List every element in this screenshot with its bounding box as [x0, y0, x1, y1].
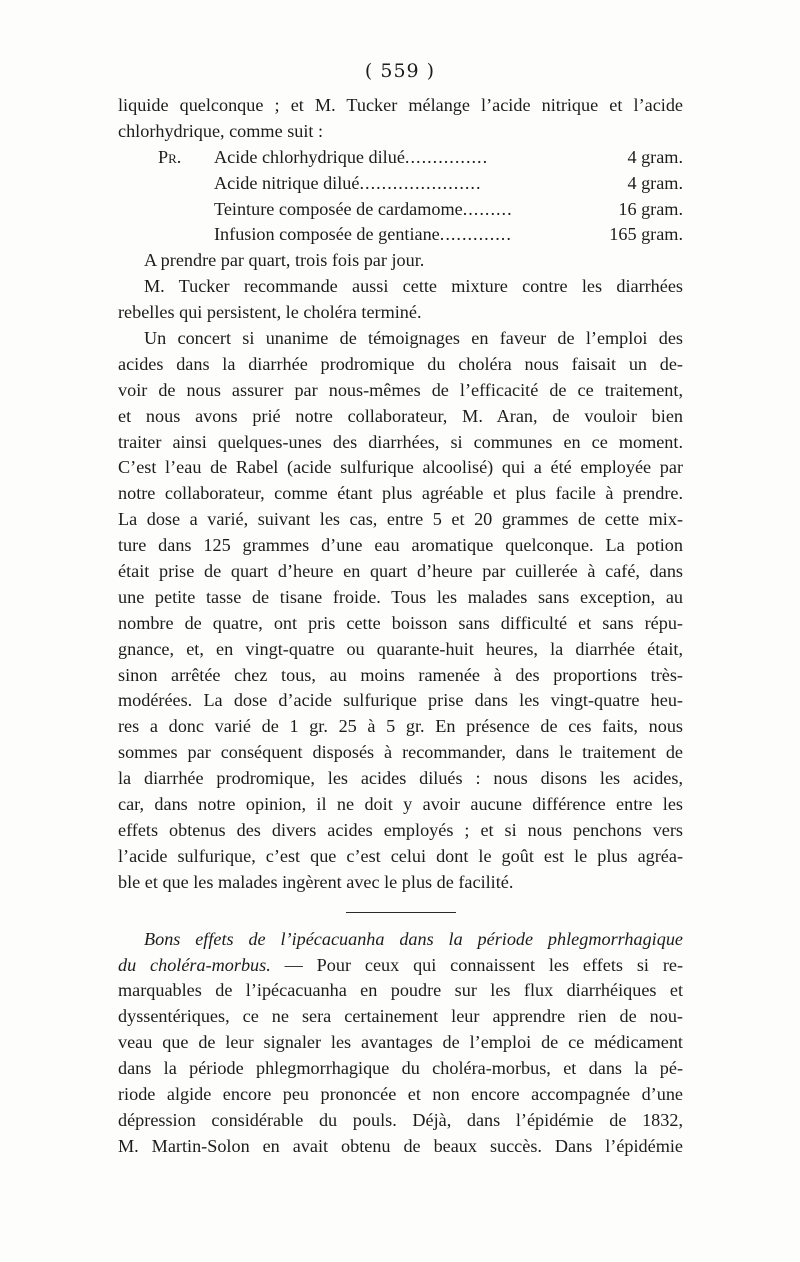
- text-line: une petite tasse de tisane froide. Tous les malades sans exception, au: [118, 586, 683, 607]
- ingredient-quantity: 4 gram.: [627, 146, 683, 167]
- dot-leader: .............: [439, 224, 512, 245]
- ingredient-name: Teinture composée de cardamome.........: [214, 198, 513, 219]
- text-line: veau que de leur signaler les avantages de l’emploi de ce médicament: [118, 1032, 683, 1053]
- section-title-end: du choléra-morbus.: [118, 954, 271, 975]
- text-line: ble et que les malades ingèrent avec le plus de facilité.: [118, 871, 514, 892]
- text-line: ture dans 125 grammes d’une eau aromatique quelconque. La potion: [118, 535, 683, 556]
- recipe-prefix: Pr.: [158, 146, 182, 167]
- text-line: dans la période phlegmorrhagique du choléra-morbus, et dans la pé-: [118, 1058, 683, 1079]
- text-line: M. Tucker recommande aussi cette mixture contre les diarrhées: [144, 276, 683, 297]
- recipe-item: [118, 145, 683, 171]
- text-line: modérées. La dose d’acide sulfurique prise dans les vingt-quatre heu-: [118, 690, 683, 711]
- ingredient-name: Acide chlorhydrique dilué...............: [214, 146, 489, 167]
- text-line: du choléra-morbus. — Pour ceux qui connaissent les effets si re-: [118, 954, 683, 975]
- dot-leader: .........: [462, 198, 513, 219]
- text-line: dyssentériques, ce ne sera certainement leur apprendre rien de nou-: [118, 1006, 683, 1027]
- text-line: et nous avons prié notre collaborateur, M. Aran, de vouloir bien: [118, 405, 683, 426]
- recipe-item: [118, 197, 683, 223]
- page-number: ( 559 ): [364, 60, 436, 82]
- text-line: riode algide encore peu prononcée et non encore accompagnée d’une: [118, 1083, 683, 1104]
- text-line: La dose a varié, suivant les cas, entre 5 et 20 grammes de cette mix-: [118, 509, 683, 530]
- text-line: chlorhydrique, comme suit :: [118, 120, 324, 141]
- dot-leader: ...............: [404, 146, 489, 167]
- text-line: notre collaborateur, comme étant plus agréable et plus facile à prendre.: [118, 483, 683, 504]
- text-line: l’acide sulfurique, c’est que c’est celui dont le goût est le plus agréa-: [118, 845, 683, 866]
- text-line: effets obtenus des divers acides employés ; et si nous penchons vers: [118, 819, 683, 840]
- ingredient-quantity: 4 gram.: [627, 172, 683, 193]
- text-line: gnance, et, en vingt-quatre ou quarante-huit heures, la diarrhée était,: [118, 638, 683, 659]
- text-line: traiter ainsi quelques-unes des diarrhées, si communes en ce moment.: [118, 431, 683, 452]
- ingredient-quantity: 16 gram.: [618, 198, 683, 219]
- recipe-item: [118, 171, 683, 197]
- text-line: la diarrhée prodromique, les acides dilués : nous disons les acides,: [118, 768, 683, 789]
- text-line: dépression considérable du pouls. Déjà, dans l’épidémie de 1832,: [118, 1109, 683, 1130]
- text-line: res a donc varié de 1 gr. 25 à 5 gr. En présence de ces faits, nous: [118, 716, 683, 737]
- recipe-dosage: A prendre par quart, trois fois par jour.: [144, 250, 425, 271]
- page-body: [118, 93, 683, 1160]
- text-line: M. Martin-Solon en avait obtenu de beaux succès. Dans l’épidémie: [118, 1135, 683, 1156]
- text-line: rebelles qui persistent, le choléra terminé.: [118, 302, 422, 323]
- ingredient-name: Infusion composée de gentiane.............: [214, 224, 512, 245]
- recipe-item: [118, 222, 683, 248]
- text-line: C’est l’eau de Rabel (acide sulfurique alcoolisé) qui a été employée par: [118, 457, 683, 478]
- ingredient-name: Acide nitrique dilué......................: [214, 172, 482, 193]
- text-line: liquide quelconque ; et M. Tucker mélange l’acide nitrique et l’acide: [118, 95, 683, 115]
- section-divider: [346, 912, 456, 913]
- text-line: car, dans notre opinion, il ne doit y avoir aucune différence entre les: [118, 794, 683, 815]
- text-line: sommes par conséquent disposés à recommander, dans le traitement de: [118, 742, 683, 763]
- text-line: acides dans la diarrhée prodromique du choléra nous faisait un de-: [118, 353, 683, 374]
- text-line: était prise de quart d’heure en quart d’heure par cuillerée à café, dans: [118, 561, 683, 582]
- text-line: nombre de quatre, ont pris cette boisson sans difficulté et sans répu-: [118, 612, 683, 633]
- text-line: marquables de l’ipécacuanha en poudre sur les flux diarrhéiques et: [118, 980, 683, 1001]
- recipe-block: [118, 145, 683, 274]
- text-line: sinon arrêtée chez tous, au moins ramenée à des proportions très-: [118, 664, 683, 685]
- text-line: Un concert si unanime de témoignages en faveur de l’emploi des: [144, 328, 683, 349]
- dot-leader: ......................: [359, 172, 482, 193]
- ingredient-quantity: 165 gram.: [609, 224, 683, 245]
- text-line: voir de nous assurer par nous-mêmes de l’efficacité de ce traitement,: [118, 379, 683, 400]
- section-title: Bons effets de l’ipécacuanha dans la période phlegmorrhagique: [144, 928, 683, 949]
